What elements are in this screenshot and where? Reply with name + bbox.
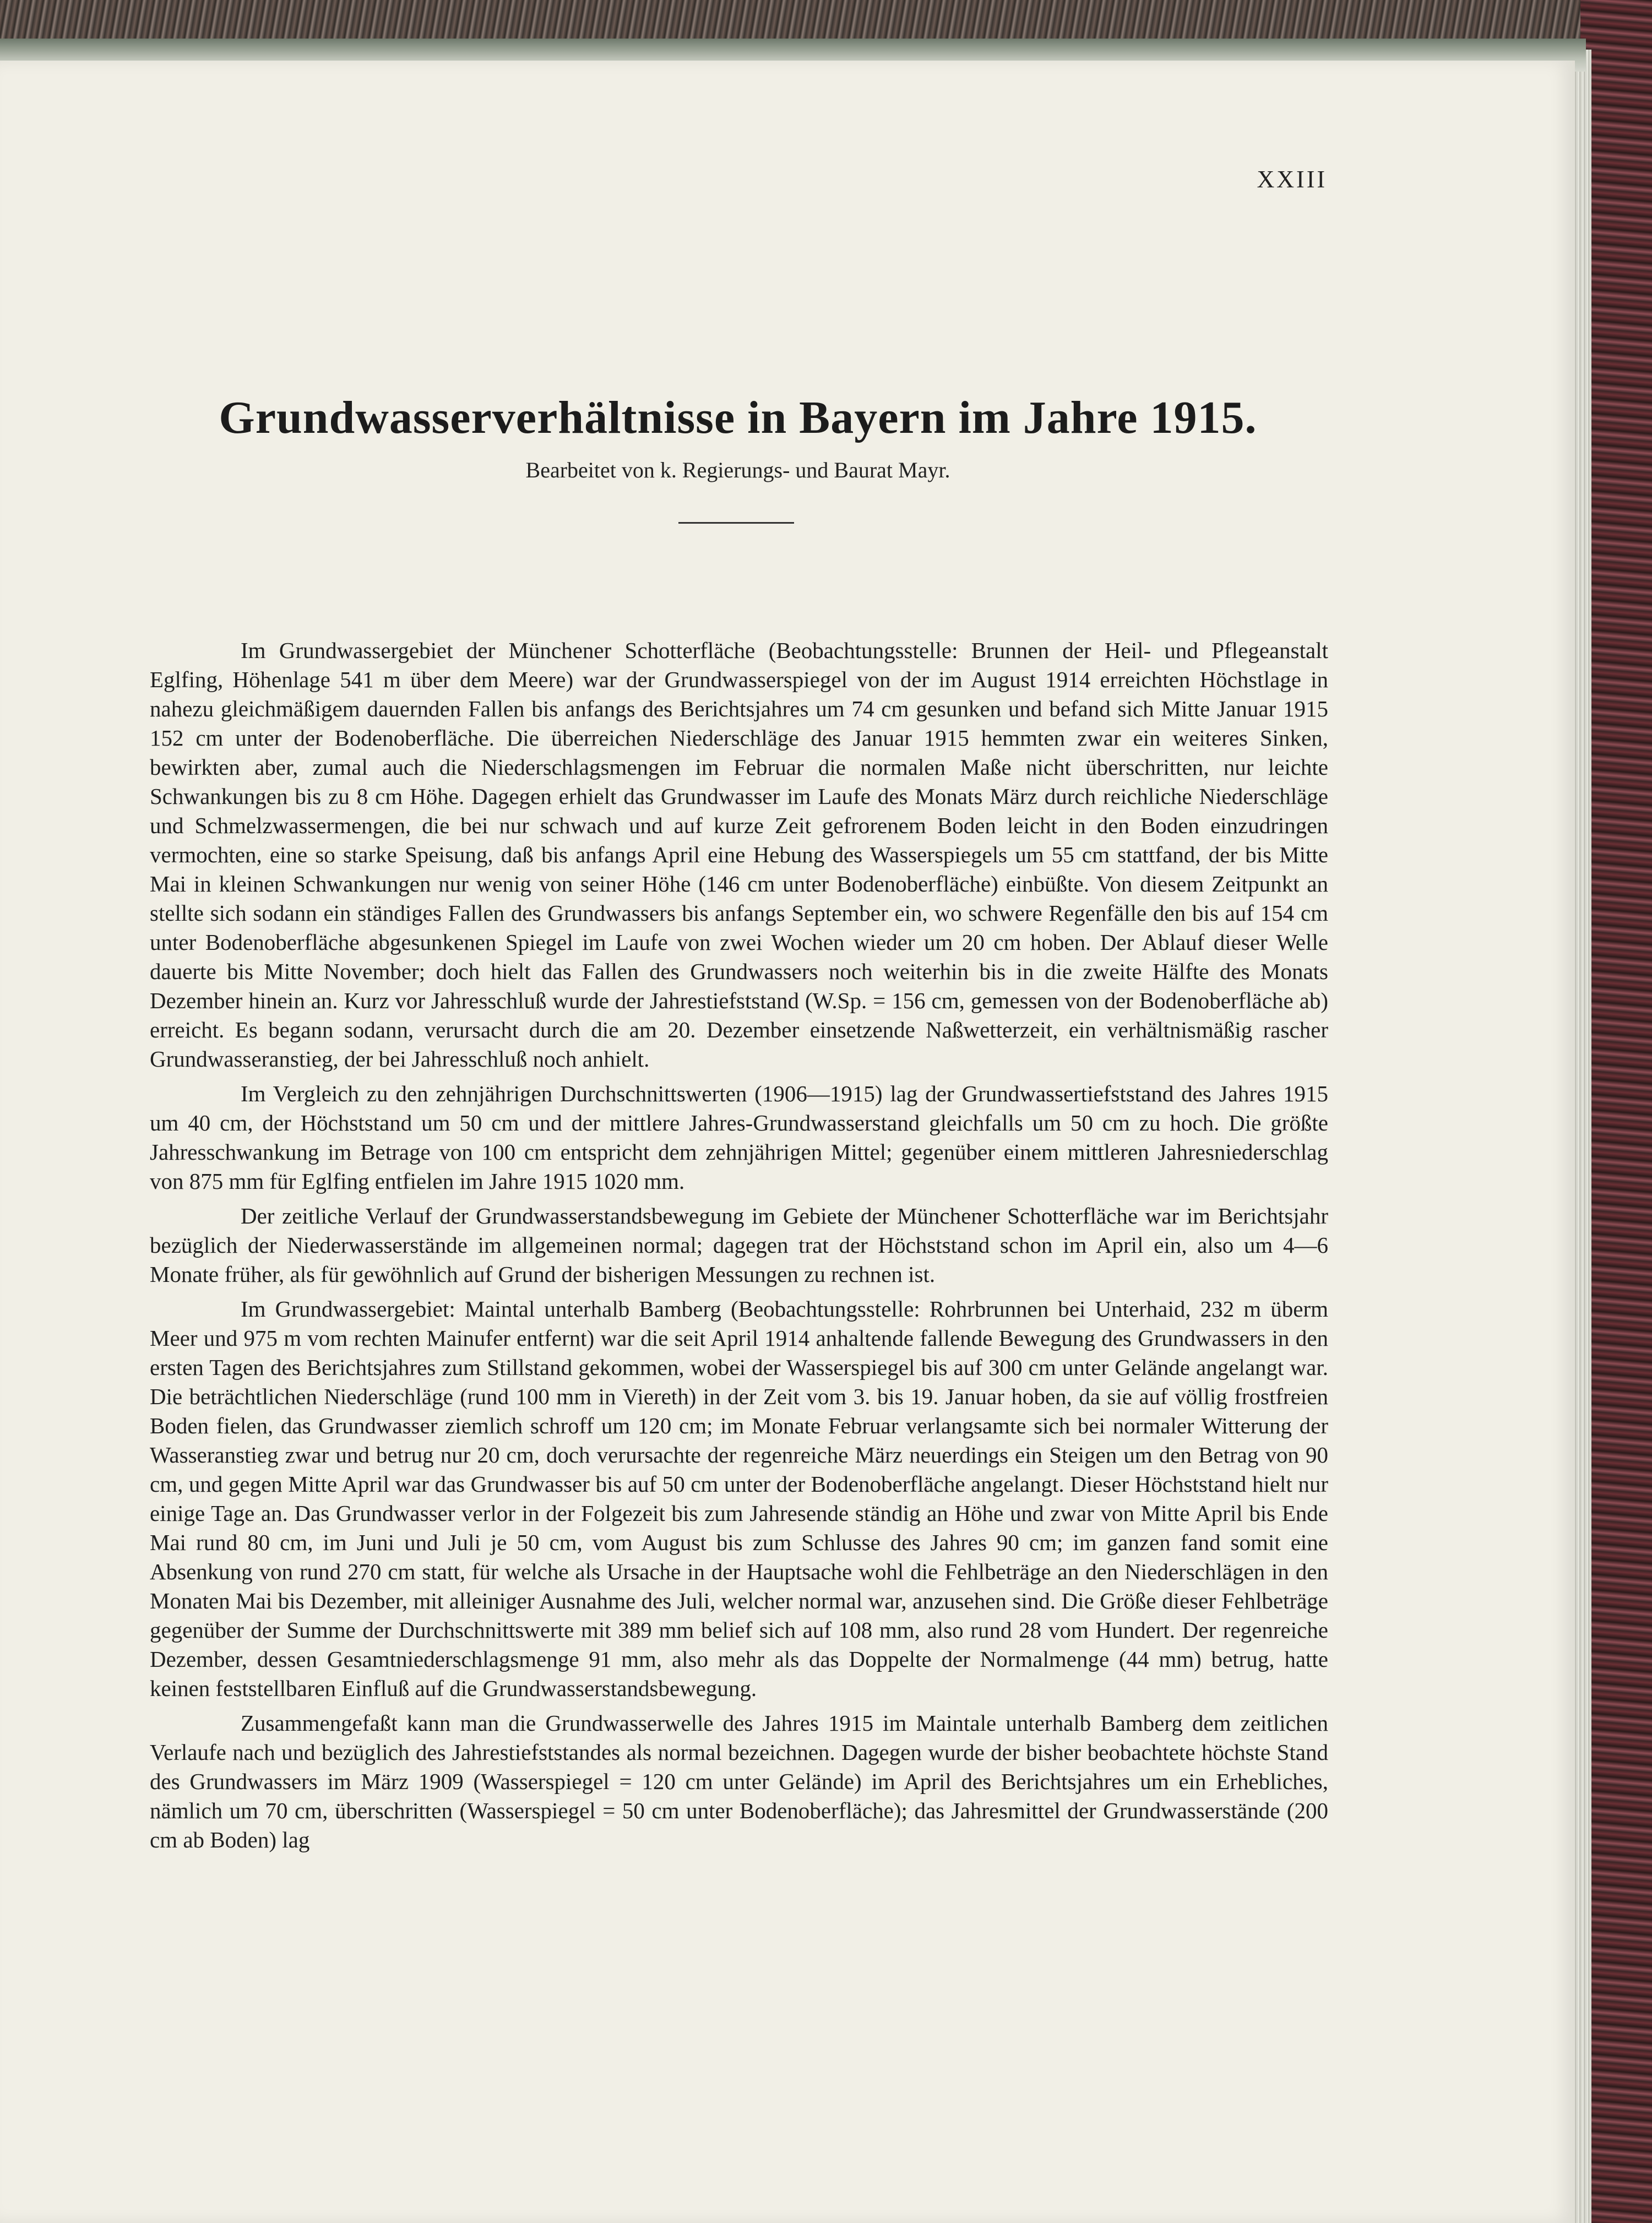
title-divider (678, 522, 794, 524)
article-body (150, 636, 1328, 1860)
article-title: Grundwasserverhältnisse in Bayern im Jahre 1915. (219, 392, 1257, 443)
page-number: XXIII (1257, 166, 1327, 193)
article-byline: Bearbeitet von k. Regierungs- und Baurat Mayr. (525, 458, 950, 482)
paragraph: Der zeitliche Verlauf der Grundwasserstandsbewegung im Gebiete der Münchener Schotterfläche war im Berichtsjahr bezüglich der Niederwasserstände im allgemeinen normal; dagegen trat der Höchststand schon im April ein, also um 4—6 Monate früher, als für gewöhnlich auf Grund der bisherigen Messungen zu rechnen ist. (150, 1203, 1328, 1287)
paragraph: Im Vergleich zu den zehnjährigen Durchschnittswerten (1906—1915) lag der Grundwassertiefststand des Jahres 1915 um 40 cm, der Höchststand um 50 cm und der mittlere Jahres-Grundwasserstand gleichfalls um 50 cm zu hoch. Die größte Jahresschwankung im Betrage von 100 cm entspricht dem zehnjährigen Mittel; gegenüber einem mittleren Jahresniederschlag von 875 mm für Eglfing entfielen im Jahre 1915 1020 mm. (150, 1081, 1328, 1194)
book-page (0, 61, 1575, 2223)
paragraph: Im Grundwassergebiet der Münchener Schotterfläche (Beobachtungsstelle: Brunnen der Heil- und Pflegeanstalt Eglfing, Höhenlage 541 m über dem Meere) war der Grundwasserspiegel von der im August 1914 erreichten Höchstlage in nahezu gleichmäßigem dauernden Fallen bis anfangs des Berichtsjahres um 74 cm gesunken und befand sich Mitte Januar 1915 152 cm unter der Bodenoberfläche. Die überreichen Niederschläge des Januar 1915 hemmten zwar ein weiteres Sinken, bewirkten aber, zumal auch die Niederschlagsmengen im Februar die normalen Maße nicht überschritten, nur leichte Schwankungen bis zu 8 cm Höhe. Dagegen erhielt das Grundwasser im Laufe des Monats März durch reichliche Niederschläge und Schmelzwassermengen, die bei nur schwach und auf kurze Zeit gefrorenem Boden leicht in den Boden einzudringen vermochten, eine so starke Speisung, daß bis anfangs April eine Hebung des Wasserspiegels um 55 cm stattfand, der bis Mitte Mai in kleinen Schwankungen nur wenig von seiner Höhe (146 cm unter Bodenoberfläche) einbüßte. Von diesem Zeitpunkt an stellte sich sodann ein ständiges Fallen des Grundwassers bis anfangs September ein, wo schwere Regenfälle den bis auf 154 cm unter Bodenoberfläche abgesunkenen Spiegel im Laufe von zwei Wochen wieder um 20 cm hoben. Der Ablauf dieser Welle dauerte bis Mitte November; doch hielt das Fallen des Grundwassers noch weiterhin bis in die zweite Hälfte des Monats Dezember hinein an. Kurz vor Jahresschluß wurde der Jahrestiefststand (W.Sp. = 156 cm, gemessen von der Bodenoberfläche ab) erreicht. Es begann sodann, verursacht durch die am 20. Dezember einsetzende Naßwetterzeit, ein verhältnismäßig rascher Grundwasseranstieg, der bei Jahresschluß noch anhielt. (150, 638, 1328, 1072)
paragraph: Zusammengefaßt kann man die Grundwasserwelle des Jahres 1915 im Maintale unterhalb Bamberg dem zeitlichen Verlaufe nach und bezüglich des Jahrestiefststandes als normal bezeichnen. Dagegen wurde der bisher beobachtete höchste Stand des Grundwassers im März 1909 (Wasserspiegel = 120 cm unter Gelände) im April des Berichtsjahres um ein Erhebliches, nämlich um 70 cm, überschritten (Wasserspiegel = 50 cm unter Bodenoberfläche); das Jahresmittel der Grundwasserstände (200 cm ab Boden) lag (150, 1710, 1328, 1852)
paragraph: Im Grundwassergebiet: Maintal unterhalb Bamberg (Beobachtungsstelle: Rohrbrunnen bei Unterhaid, 232 m überm Meer und 975 m vom rechten Mainufer entfernt) war die seit April 1914 anhaltende fallende Bewegung des Grundwassers in den ersten Tagen des Berichtsjahres zum Stillstand gekommen, wobei der Wasserspiegel bis auf 300 cm unter Gelände angelangt war. Die beträchtlichen Niederschläge (rund 100 mm in Viereth) in der Zeit vom 3. bis 19. Januar hoben, da sie auf völlig frostfreien Boden fielen, das Grundwasser ziemlich schroff um 120 cm; im Monate Februar verlangsamte sich bei normaler Witterung der Wasseranstieg zwar und betrug nur 20 cm, doch verursachte der regenreiche März neuerdings ein Steigen um den Betrag von 90 cm, und gegen Mitte April war das Grundwasser bis auf 50 cm unter der Bodenoberfläche angelangt. Dieser Höchststand hielt nur einige Tage an. Das Grundwasser verlor in der Folgezeit bis zum Jahresende ständig an Höhe und zwar von Mitte April bis Ende Mai rund 80 cm, im Juni und Juli je 50 cm, vom August bis zum Schlusse des Jahres 90 cm; im ganzen fand somit eine Absenkung von rund 270 cm statt, für welche als Ursache in der Hauptsache wohl die Fehlbeträge an den Niederschlägen in den Monaten Mai bis Dezember, mit alleiniger Ausnahme des Juli, welcher normal war, anzusehen sind. Die Größe dieser Fehlbeträge gegenüber der Summe der Durchschnittswerte mit 389 mm belief sich auf 108 mm, also rund 28 vom Hundert. Der regenreiche Dezember, dessen Gesamtniederschlagsmenge 91 mm, also mehr als das Doppelte der Normalmenge (44 mm) betrug, hatte keinen feststellbaren Einfluß auf die Grundwasserstandsbewegung. (150, 1296, 1328, 1701)
